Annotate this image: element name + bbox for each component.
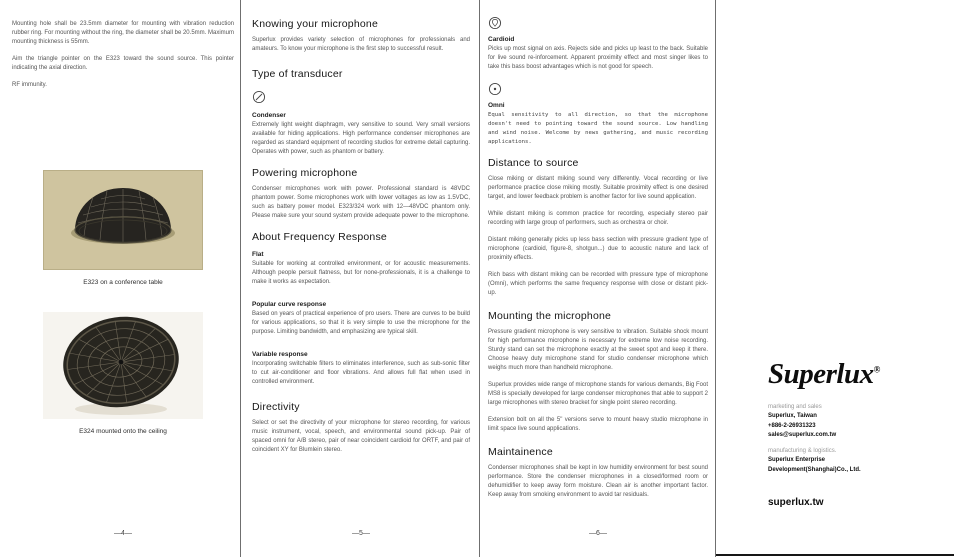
distance-paragraph: While distant miking is common practice for recording, especially stereo pair recording with large group of performers, such as orchestra or choir. — [488, 211, 708, 227]
distance-paragraph: Close miking or distant miking sound very differently. Vocal recording or live performance practice close miking mostly. Suitable proximity effect is one desired target, and lower feedback problem is another factor for live sound application. — [488, 176, 708, 201]
company-taiwan: Superlux, Taiwan — [768, 413, 817, 420]
contact-info — [768, 403, 944, 475]
variable-response-title: Variable response — [252, 351, 308, 358]
figure-e324 — [43, 312, 203, 435]
heading-knowing-your-microphone: Knowing your microphone — [252, 18, 379, 30]
cardioid-paragraph: Picks up most signal on axis. Rejects side and picks up least to the back. Suitable for live sound re-inforcement. Apparent proximity effect and most singer likes to take this bass boost advantages which is not good for speech. — [488, 46, 708, 70]
cardioid-title: Cardioid — [488, 36, 515, 43]
condenser-transducer-icon — [252, 90, 266, 104]
column-divider — [479, 0, 480, 557]
omni-pattern-icon — [488, 82, 502, 96]
e323-photo — [43, 170, 203, 270]
flat-paragraph: Suitable for working at controlled environment, or for acoustic measurements. Although people persuit flatness, but for none-professionals, it is a challenge to make it works as expectation. — [252, 261, 470, 285]
heading-powering-microphone: Powering microphone — [252, 167, 358, 179]
heading-directivity: Directivity — [252, 401, 300, 413]
website-url: superlux.tw — [768, 497, 824, 509]
page-number-4: —4— — [114, 530, 132, 537]
heading-frequency-response: About Frequency Response — [252, 231, 387, 243]
company-shanghai-line2: Development(Shanghai)Co., Ltd. — [768, 466, 861, 473]
intro-paragraph: Superlux provides variety selection of microphones for professionals and amateurs. To know your microphone is the first step to successful result. — [252, 37, 470, 52]
distance-paragraph: Rich bass with distant miking can be recorded with pressure type of microphone (Omni), which performs the same frequency response with close or distant pick-up. — [488, 272, 708, 297]
page-6-column — [488, 16, 708, 508]
maintenance-paragraph: Condenser microphones shall be kept in low humidity environment for best sound performance. Store the condenser microphones in a closed/formed room or dehumidifier to keep away form moisture. Clean air is another important factor. Keep away from smoking environment to avoid tar residuals. — [488, 465, 708, 499]
rf-immunity-paragraph: RF immunity. — [12, 82, 47, 88]
aim-pointer-paragraph: Aim the triangle pointer on the E323 toward the sound source. This pointer indicating the axial direction. — [12, 56, 234, 71]
distance-paragraph: Distant miking generally picks up less bass section with pressure gradient type of microphone (cardioid, figure-8, shotgun...) due to acoustic nature and lack of proximity effects. — [488, 237, 708, 262]
registered-trademark-symbol: ® — [873, 364, 880, 375]
column-divider — [240, 0, 241, 557]
page-number-6: —6— — [589, 530, 607, 537]
popular-curve-paragraph: Based on years of practical experience of pro users. There are curves to be build for various applications, so that it is very simple to use the microphone for the purpose. Limiting bandwidth, and emphasizing are typical skill. — [252, 311, 470, 335]
flat-title: Flat — [252, 251, 264, 258]
mounting-paragraph: Extension bolt on all the 5" versions serve to mount heavy studio microphone in limit space live sound applications. — [488, 417, 708, 433]
omni-title: Omni — [488, 102, 505, 109]
phone-number: +886-2-26931323 — [768, 422, 816, 429]
mounting-paragraph: Superlux provides wide range of microphone stands for various demands, Big Foot MS8 is specially developed for large condenser microphones that able to support 2 large microphones with stereo bracket for single point stereo recording. — [488, 382, 708, 407]
column-divider — [715, 0, 716, 557]
brand-panel — [768, 358, 944, 508]
marketing-label: marketing and sales — [768, 404, 822, 410]
e324-photo — [43, 312, 203, 419]
mounting-paragraph: Pressure gradient microphone is very sensitive to vibration. Suitable shock mount for high performance microphone is necessary for extreme low noise recording. Sturdy stand can set the microphone exactly at the sweet spot and keep it there. Choose heavy duty microphone stand for studio condenser microphone which weighs much more than handheld microphone. — [488, 329, 708, 372]
e324-caption: E324 mounted onto the ceiling — [79, 428, 167, 435]
e323-caption: E323 on a conference table — [83, 279, 163, 286]
popular-curve-title: Popular curve response — [252, 301, 327, 308]
omni-paragraph: Equal sensitivity to all direction, so that the microphone doesn't need to pointing toward the sound source. Low handling and wind noise. Welcome by news gathering, and music recording applications. — [488, 112, 708, 146]
powering-paragraph: Condenser microphones work with power. Professional standard is 48VDC phantom power. Some microphones work with lower voltages as low as 1.5VDC, such as battery power model. E323/324 work with 12—48VDC phantom only. Please make sure your sound system provide adequate power to the microphone. — [252, 186, 470, 219]
logo-text: Superlux — [768, 358, 874, 390]
company-shanghai-line1: Superlux Enterprise — [768, 457, 826, 464]
heading-maintainence: Maintainence — [488, 446, 553, 459]
variable-response-paragraph: Incorporating switchable filters to eliminates interference, such as sub-sonic filter to cut air-conditioner and floor vibrations. And allows full flat when used in controlled environment. — [252, 361, 470, 385]
page-5-column — [252, 18, 470, 463]
directivity-paragraph: Select or set the directivity of your microphone for stereo recording, for various music instrument, vocal, speech, and environmental sound pick-up. Pair of spaced omni for A/B stereo, pair of near coincident cardioid for ORTF, and pair of coincident XY for Blumlein stereo. — [252, 420, 470, 453]
condenser-title: Condenser — [252, 112, 286, 119]
figure-e323 — [43, 170, 203, 286]
heading-type-of-transducer: Type of transducer — [252, 68, 343, 80]
mounting-hole-paragraph: Mounting hole shall be 23.5mm diameter for mounting with vibration reduction rubber ring. For mounting without the ring, the diameter shall be 20.5mm. Maximum mounting thickness is 55mm. — [12, 21, 234, 45]
page-number-5: —5— — [352, 530, 370, 537]
email-address: sales@superlux.com.tw — [768, 431, 837, 438]
page-4-column — [12, 20, 234, 435]
heading-mounting-the-microphone: Mounting the microphone — [488, 310, 612, 323]
heading-distance-to-source: Distance to source — [488, 157, 579, 170]
condenser-paragraph: Extremely light weight diaphragm, very sensitive to sound. Very small versions available for hiding applications. High performance condenser microphones are regarded as standard equipment of recording studios for extreme detail capturing. Operates with power, such as phantom or battery. — [252, 122, 470, 155]
bottom-rule — [716, 554, 954, 556]
logistics-label: manufacturing & logistics. — [768, 448, 837, 455]
cardioid-pattern-icon — [488, 16, 502, 30]
superlux-logo — [768, 358, 944, 391]
